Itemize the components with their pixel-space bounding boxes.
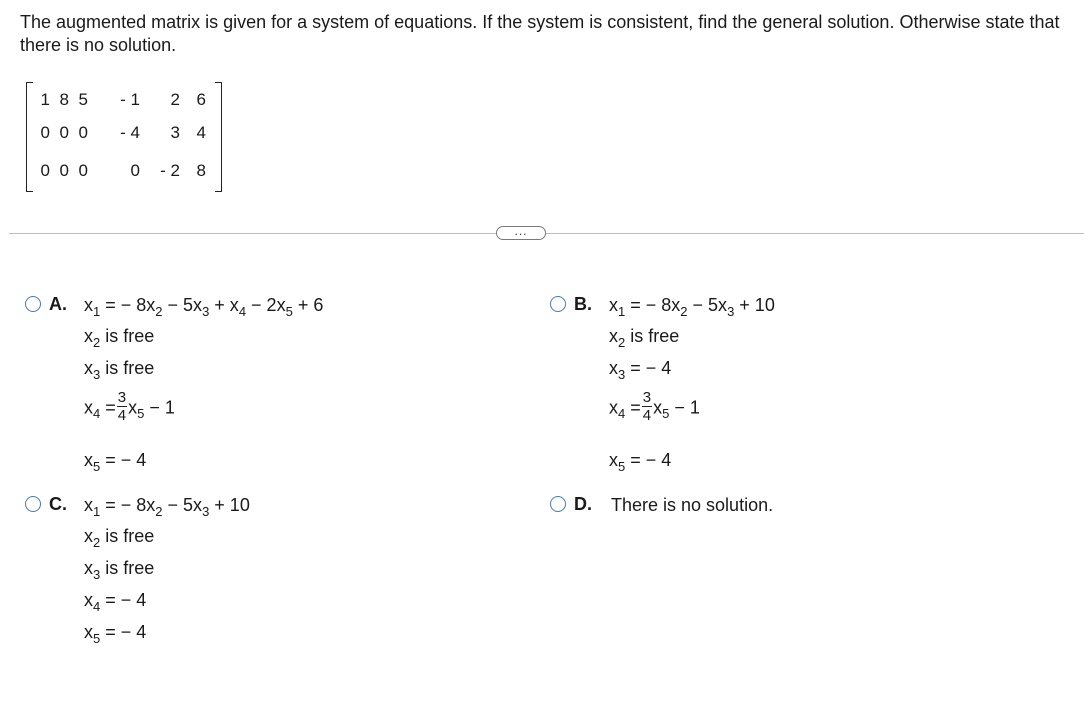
matrix-row-1 (26, 90, 222, 114)
matrix-cell: 0 (59, 123, 69, 142)
option-a-letter: A. (49, 294, 67, 314)
matrix-cell: 5 (78, 90, 88, 109)
option-b-x4-line: $x_4$ = $\frac{3}{4}$ $x_5 - 1$ (609, 389, 700, 424)
option-b[interactable] (550, 292, 1030, 482)
option-b-x2-line: $x_2$ is free (609, 326, 680, 350)
option-a-radio[interactable] (25, 296, 41, 312)
option-d-radio[interactable] (550, 496, 566, 512)
option-c-letter: C. (49, 494, 67, 514)
question-prompt: The augmented matrix is given for a system of equations. If the system is consistent, find the general solution. Otherwise state that there is no solution. (20, 12, 1060, 55)
matrix-cell: 0 (78, 123, 88, 142)
matrix-cell: 8 (59, 90, 69, 109)
option-c-x3-line: $x_3$ is free (84, 558, 155, 582)
matrix-cell: 0 (78, 161, 88, 180)
option-d[interactable] (550, 492, 1030, 522)
matrix-cell: 0 (59, 161, 69, 180)
option-c-x5-line: $x_5$ = − 4 (84, 622, 147, 646)
option-a-x4-line: $x_4$ = $\frac{3}{4}$ $x_5 - 1$ (84, 389, 175, 424)
option-b-x3-line: $x_3$ = − 4 (609, 358, 672, 382)
matrix-row-2 (26, 123, 222, 147)
option-a-x5-line: $x_5$ = − 4 (84, 450, 147, 474)
matrix-cell: 3 (170, 123, 180, 142)
option-c-x4-line: $x_4$ = − 4 (84, 590, 147, 614)
option-b-x1-equation: $x_1$ = − $8x_2 - 5x_3 + 10$ (609, 295, 775, 319)
matrix-cell: 6 (196, 90, 206, 109)
expand-more-button[interactable]: ... (496, 226, 546, 240)
option-c-radio[interactable] (25, 496, 41, 512)
option-d-text: There is no solution. (611, 495, 774, 515)
matrix-cell: 0 (40, 161, 50, 180)
option-a-x1-equation: $x_1$ = − $8x_2 - 5x_3 + x_4 - 2x_5 + 6$ (84, 295, 324, 319)
matrix-cell: - 4 (120, 123, 140, 142)
matrix-row-3 (26, 161, 222, 185)
option-b-letter: B. (574, 294, 592, 314)
option-c[interactable] (25, 492, 505, 652)
option-d-letter: D. (574, 494, 592, 514)
matrix-cell: 0 (40, 123, 50, 142)
option-a-x2-line: $x_2$ is free (84, 326, 155, 350)
option-c-x2-line: $x_2$ is free (84, 526, 155, 550)
option-a-x3-line: $x_3$ is free (84, 358, 155, 382)
matrix-cell: 1 (40, 90, 50, 109)
fraction: $\frac{3}{4}$ (642, 389, 652, 424)
option-a[interactable] (25, 292, 505, 482)
matrix-cell: 4 (196, 123, 206, 142)
option-b-radio[interactable] (550, 296, 566, 312)
option-b-x5-line: $x_5$ = − 4 (609, 450, 672, 474)
fraction: $\frac{3}{4}$ (117, 389, 127, 424)
augmented-matrix (26, 82, 222, 192)
matrix-cell: 2 (170, 90, 180, 109)
matrix-cell: - 2 (160, 161, 180, 180)
matrix-cell: 0 (130, 161, 140, 180)
option-c-x1-equation: $x_1$ = − $8x_2 - 5x_3 + 10$ (84, 495, 250, 519)
matrix-cell: 8 (196, 161, 206, 180)
matrix-cell: - 1 (120, 90, 140, 109)
section-divider (9, 233, 1084, 234)
